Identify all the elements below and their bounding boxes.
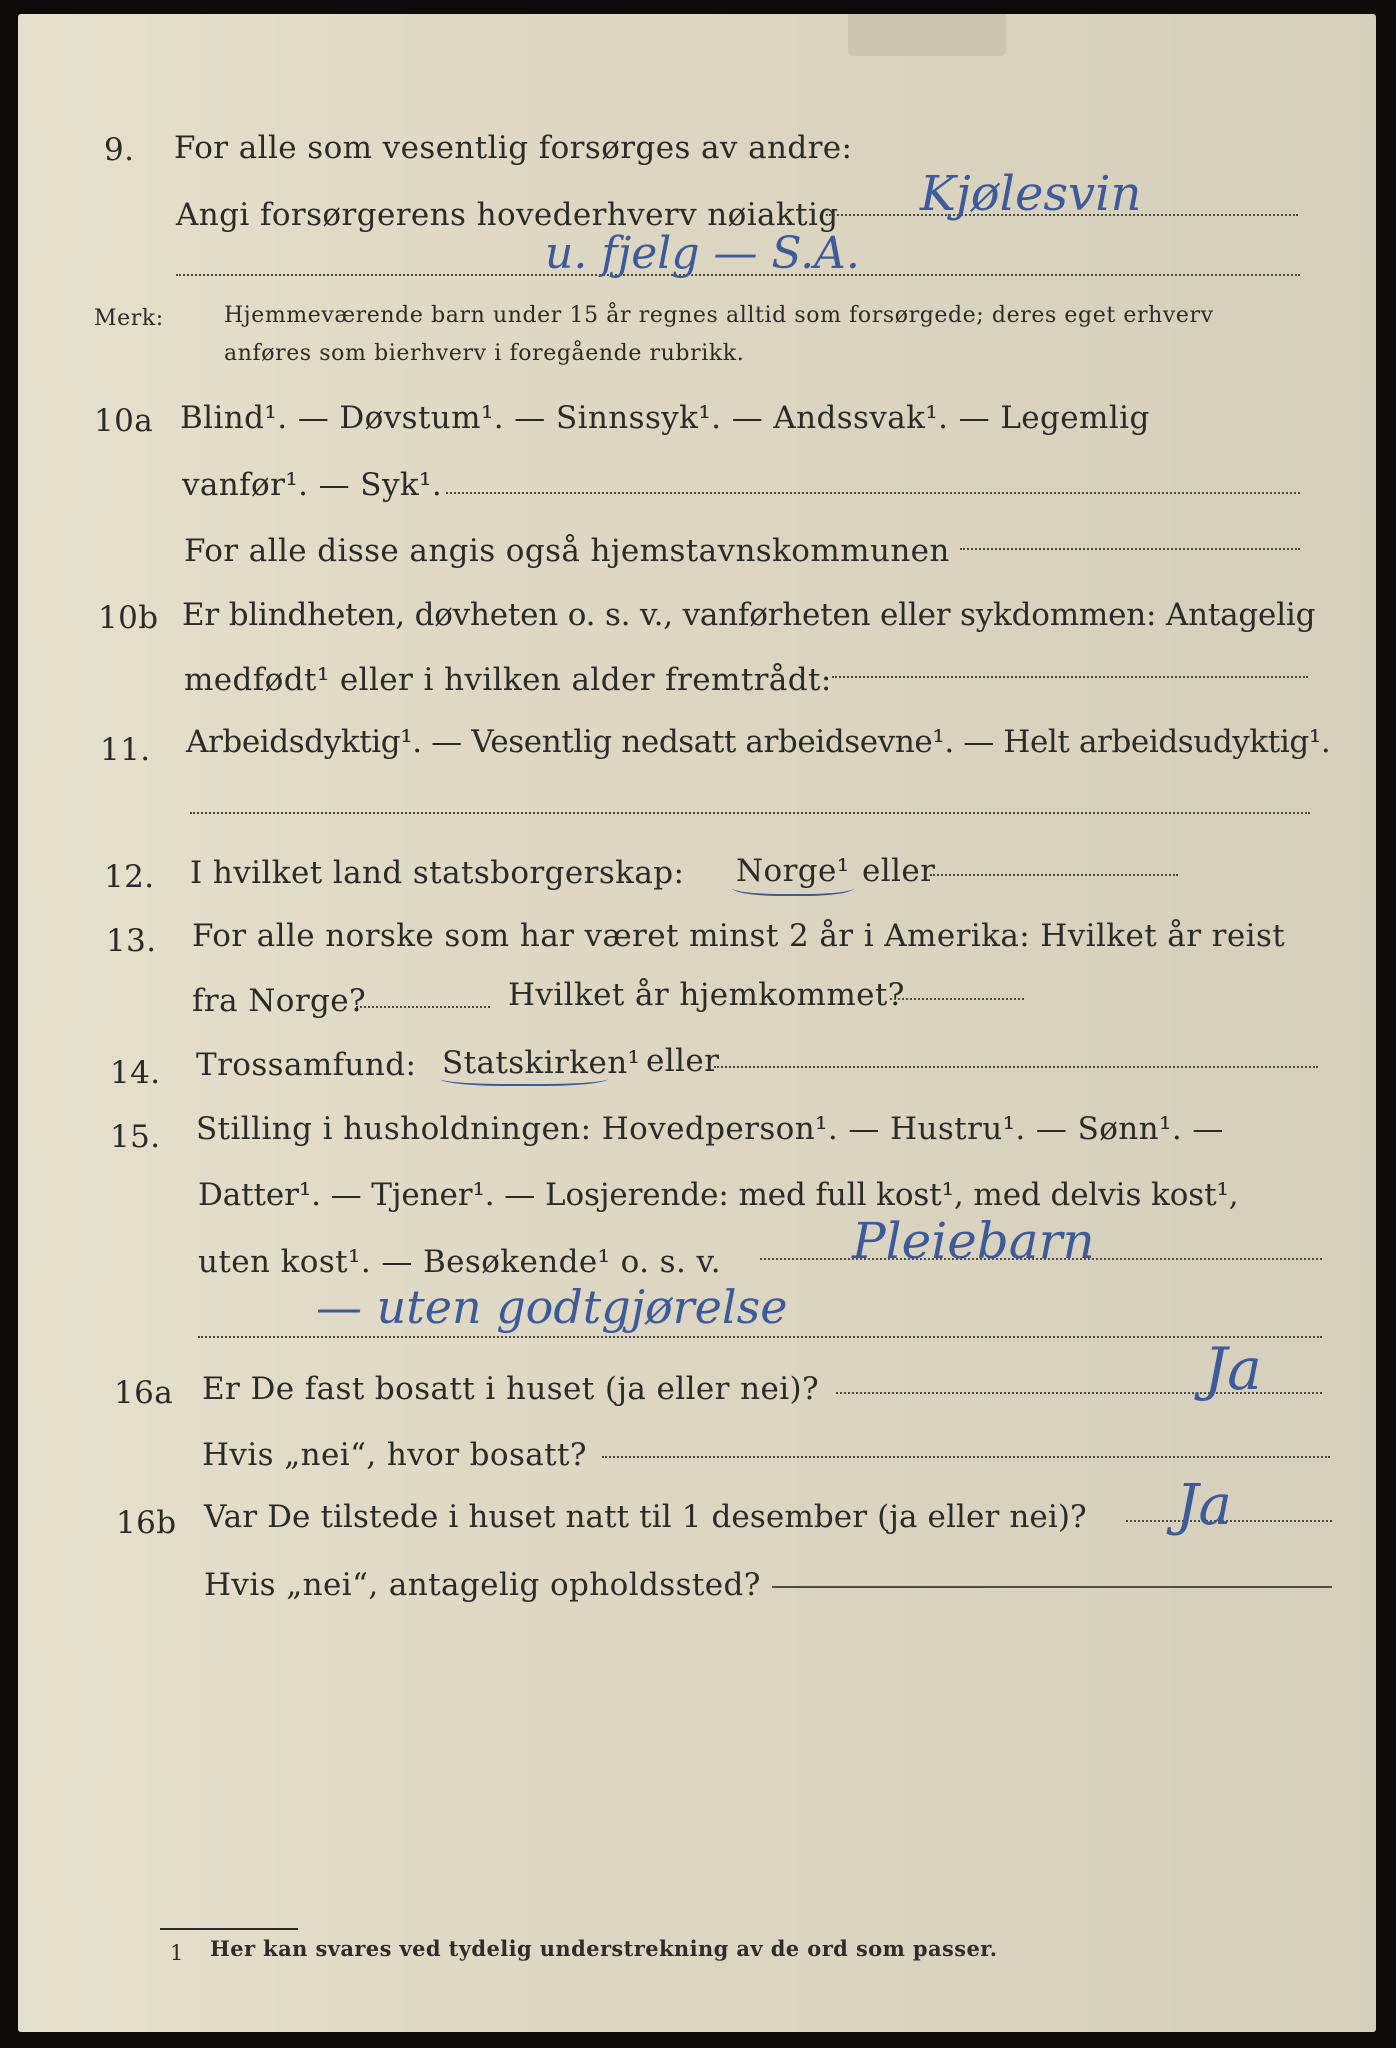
q13-line2b: Hvilket år hjemkommet? <box>508 977 905 1013</box>
q15-number: 15. <box>110 1119 161 1155</box>
q9-number: 9. <box>104 132 135 168</box>
q16a-answer-ja: Ja <box>1204 1335 1262 1403</box>
q16a-number: 16a <box>114 1375 174 1411</box>
q15-answer-line2 <box>198 1336 1322 1338</box>
q14-number: 14. <box>110 1055 161 1091</box>
q14-choice-statskirken: Statskirken¹ <box>442 1045 641 1081</box>
page-tab <box>848 14 1006 56</box>
q9-answer-occupation: Kjølesvin <box>920 166 1142 222</box>
footnote-mark: 1 <box>170 1941 184 1965</box>
q9-line2: Angi forsørgerens hovederhverv nøiaktig <box>176 197 839 233</box>
q14-suffix: eller <box>646 1043 720 1079</box>
q16b-line2: Hvis „nei“, antagelig opholdssted? <box>204 1567 761 1603</box>
q10a-answer-line2 <box>960 548 1300 550</box>
merk-label: Merk: <box>94 306 164 331</box>
q10b-line1: Er blindheten, døvheten o. s. v., vanførheten eller sykdommen: Antagelig <box>182 597 1316 633</box>
q12-number: 12. <box>104 859 155 895</box>
q10b-answer-line <box>832 676 1308 678</box>
q12-suffix: eller <box>862 853 936 889</box>
q14-statskirken-underline <box>440 1068 608 1086</box>
q16b-number: 16b <box>116 1505 177 1541</box>
q16a-answer-line2 <box>602 1456 1330 1458</box>
q15-answer-pleiebarn: Pleiebarn <box>852 1212 1095 1270</box>
q16b-answer-line2 <box>772 1586 1332 1588</box>
q10a-answer-line1 <box>446 492 1300 494</box>
q13-line1: For alle norske som har været minst 2 år i Amerika: Hvilket år reist <box>192 918 1286 954</box>
q12-choice-norge: Norge¹ <box>736 853 850 889</box>
q15-line2: Datter¹. — Tjener¹. — Losjerende: med full kost¹, med delvis kost¹, <box>198 1177 1239 1213</box>
q9-line1: For alle som vesentlig forsørges av andre: <box>174 130 853 166</box>
q12-prefix: I hvilket land statsborgerskap: <box>190 855 685 891</box>
q11-line1: Arbeidsdyktig¹. — Vesentlig nedsatt arbeidsevne¹. — Helt arbeidsudyktig¹. <box>186 724 1331 760</box>
q11-number: 11. <box>100 732 151 768</box>
q14-answer-line <box>714 1066 1318 1068</box>
q10b-line2: medfødt¹ eller i hvilken alder fremtrådt: <box>184 662 832 698</box>
q15-line1: Stilling i husholdningen: Hovedperson¹. — Hustru¹. — Sønn¹. — <box>196 1111 1224 1147</box>
q13-line2a: fra Norge? <box>192 983 367 1019</box>
q13-year-left-line <box>356 1006 490 1008</box>
q10a-line2: vanfør¹. — Syk¹. <box>182 467 443 503</box>
q12-norge-underline <box>732 876 854 896</box>
q11-answer-line <box>190 812 1310 814</box>
q16a-line2: Hvis „nei“, hvor bosatt? <box>202 1437 587 1473</box>
footnote-text: Her kan svares ved tydelig understrekning av de ord som passer. <box>210 1936 998 1961</box>
q13-number: 13. <box>106 923 157 959</box>
q10b-number: 10b <box>98 600 159 636</box>
q10a-number: 10a <box>94 403 154 439</box>
q15-line3: uten kost¹. — Besøkende¹ o. s. v. <box>198 1244 721 1280</box>
q9-answer-detail: u. fjelg — S.A. <box>545 228 860 279</box>
merk-line1: Hjemmeværende barn under 15 år regnes alltid som forsørgede; deres eget erhverv <box>224 303 1214 328</box>
q16b-answer-ja: Ja <box>1176 1473 1232 1538</box>
q12-answer-line <box>930 874 1178 876</box>
q15-answer-godtgjorelse: — uten godtgjørelse <box>316 1280 788 1334</box>
q16a-line1: Er De fast bosatt i huset (ja eller nei)? <box>202 1371 820 1407</box>
merk-line2: anføres som bierhverv i foregående rubrikk. <box>224 341 745 366</box>
footnote-rule <box>160 1928 298 1930</box>
q10a-line3: For alle disse angis også hjemstavnskommunen <box>184 533 950 569</box>
q14-prefix: Trossamfund: <box>196 1047 417 1083</box>
q13-year-returned-line <box>890 998 1024 1000</box>
q10a-line1: Blind¹. — Døvstum¹. — Sinnssyk¹. — Andssvak¹. — Legemlig <box>180 400 1150 436</box>
q16b-line1: Var De tilstede i huset natt til 1 desember (ja eller nei)? <box>204 1499 1087 1535</box>
